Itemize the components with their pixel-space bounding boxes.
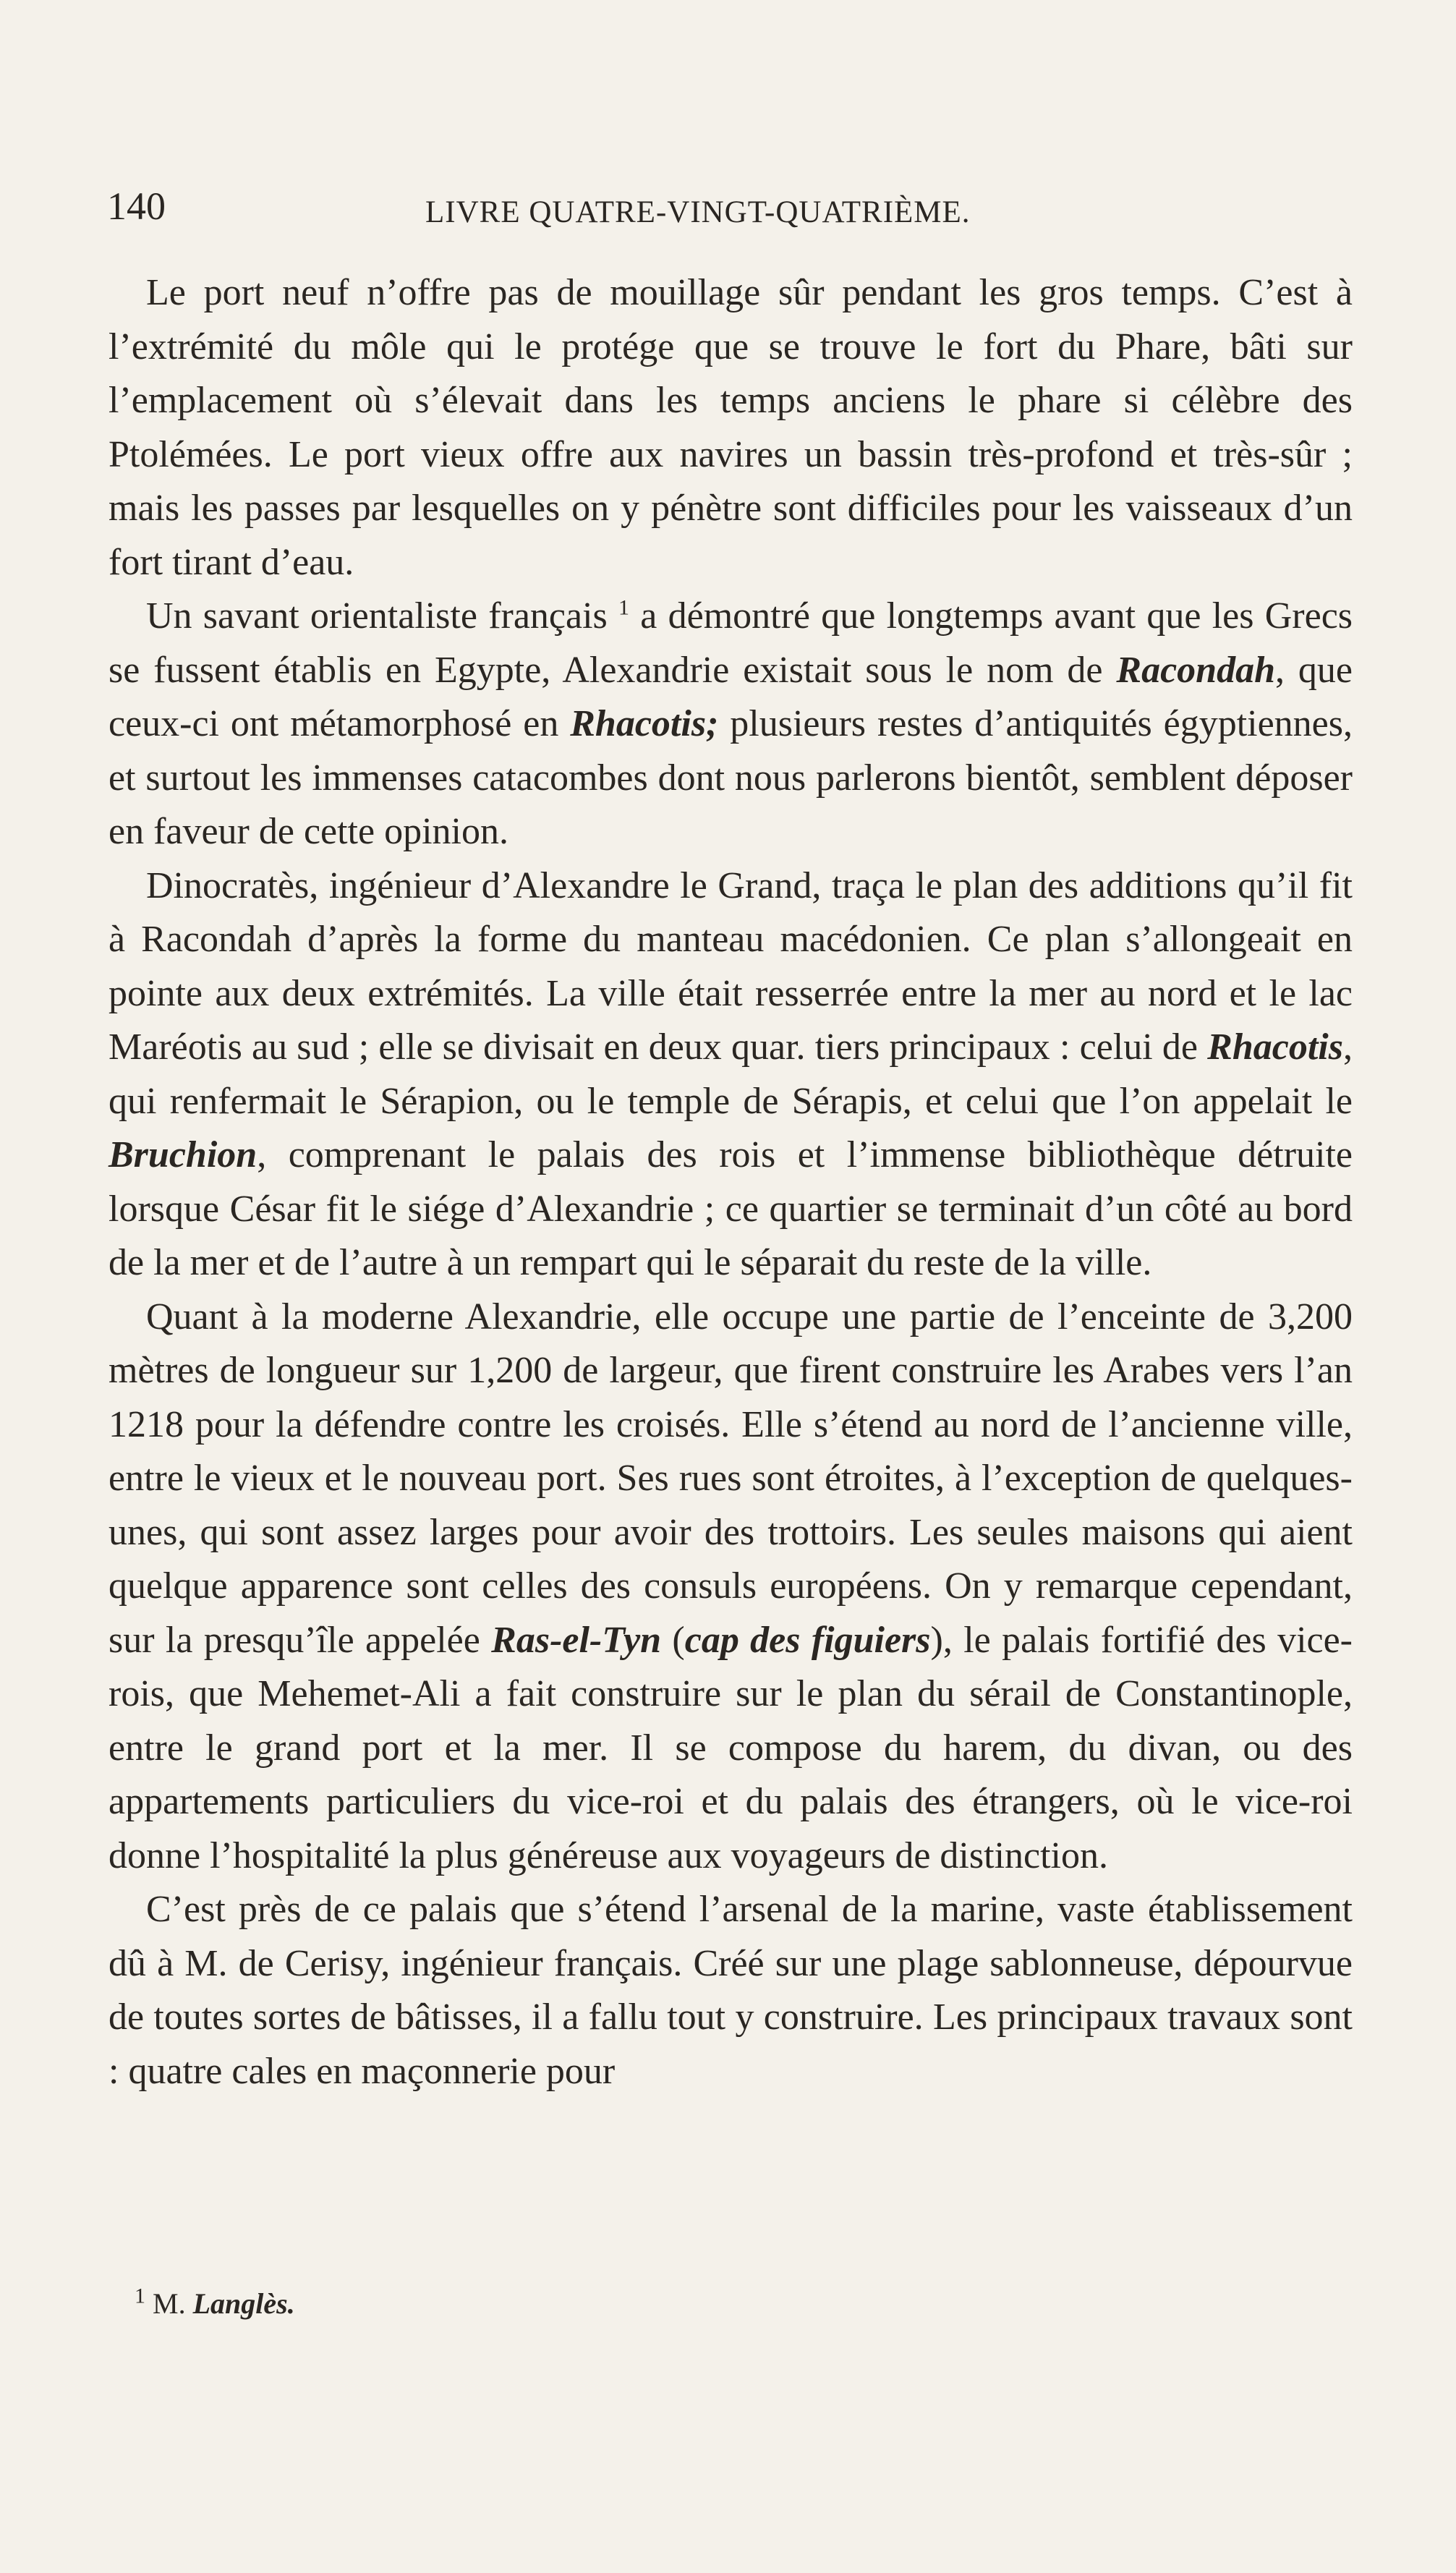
text-run: , que ceux-ci ont métamorphosé en: [108, 649, 1353, 744]
text-run: Quant à la moderne Alexandrie, elle occupe une partie de l’enceinte de 3,200 mètres de longueur sur 1,200 de largeur, que firent construire les Arabes vers l’an 1218 pour la défendre contre les croisés. Elle s’étend au nord de l’ancienne ville, entre le vieux et le nouveau port. Ses rues sont étroites, à l’exception de quelques-unes, qui sont assez larges pour avoir des trottoirs. Les seules maisons qui aient quelque apparence sont celles des consuls européens. On y remarque cependant, sur la presqu’île appelée: [108, 1296, 1353, 1661]
text-run: C’est près de ce palais que s’étend l’arsenal de la marine, vaste établissement dû à M. de Cerisy, ingénieur français. Créé sur une plage sablonneuse, dépourvue de toutes sortes de bâtisses, il a fallu tout y construire. Les principaux travaux sont : quatre cales en maçonnerie pour: [108, 1889, 1353, 2092]
page-number: 140: [107, 184, 166, 228]
text-run: (: [661, 1619, 685, 1661]
text-run: Le port neuf n’offre pas de mouillage sûr pendant les gros temps. C’est à l’extrémité du môle qui le protége que se trouve le fort du Phare, bâti sur l’emplacement où s’élevait dans les temps anciens le phare si célèbre des Ptolémées. Le port vieux offre aux navires un bassin très-profond et très-sûr ; mais les passes par lesquelles on y pénètre sont difficiles pour les vaisseaux d’un fort tirant d’eau.: [108, 272, 1353, 583]
footnote-author: Langlès.: [192, 2287, 295, 2320]
running-head: LIVRE QUATRE-VINGT-QUATRIÈME.: [425, 195, 971, 229]
text-run: ), le palais fortifié des vice-rois, que Mehemet-Ali a fait construire sur le plan du sérail de Constantinople, entre le grand port et la mer. Il se compose du harem, du divan, ou des appartements particuliers du vice-roi et du palais des étrangers, où le vice-roi donne l’hospitalité la plus généreuse aux voyageurs de distinction.: [108, 1619, 1353, 1876]
italic-text: Rhacotis: [1207, 1026, 1343, 1068]
body-text: [108, 266, 1353, 2098]
paragraph: [108, 1290, 1353, 1884]
footnote-prefix: M.: [153, 2287, 193, 2320]
paragraph: [108, 1883, 1353, 2098]
paragraph: [108, 859, 1353, 1290]
text-run: Un savant orientaliste français: [146, 595, 619, 637]
text-run: , comprenant le palais des rois et l’immense bibliothèque détruite lorsque César fit le siége d’Alexandrie ; ce quartier se terminait d’un côté au bord de la mer et de l’autre à un rempart qui le séparait du reste de la ville.: [108, 1134, 1353, 1283]
italic-text: cap des figuiers: [684, 1619, 931, 1661]
italic-text: Ras-el-Tyn: [491, 1619, 662, 1661]
page-header: [107, 184, 1351, 235]
text-run: a démontré que longtemps avant que les Grecs se fussent établis en Egypte, Alexandrie existait sous le nom de: [108, 595, 1353, 691]
italic-text: Rhacotis;: [570, 703, 719, 744]
text-run: plusieurs restes d’antiquités égyptiennes, et surtout les immenses catacombes dont nous parlerons bientôt, semblent déposer en faveur de cette opinion.: [108, 703, 1353, 852]
paragraph: [108, 590, 1353, 859]
footnote-marker: 1: [135, 2284, 145, 2308]
italic-text: Racondah: [1116, 649, 1276, 691]
text-run: Dinocratès, ingénieur d’Alexandre le Grand, traça le plan des additions qu’il fit à Racondah d’après la forme du manteau macédonien. Ce plan s’allongeait en pointe aux deux extrémités. La ville était resserrée entre la mer au nord et le lac Maréotis au sud ; elle se divisait en deux quar. tiers principaux : celui de: [108, 864, 1353, 1068]
footnote-reference: 1: [618, 595, 630, 620]
paragraph: [108, 266, 1353, 590]
text-run: , qui renfermait le Sérapion, ou le temple de Sérapis, et celui que l’on appelait le: [108, 1026, 1353, 1122]
footnote: [135, 2286, 295, 2322]
italic-text: Bruchion: [108, 1134, 257, 1175]
